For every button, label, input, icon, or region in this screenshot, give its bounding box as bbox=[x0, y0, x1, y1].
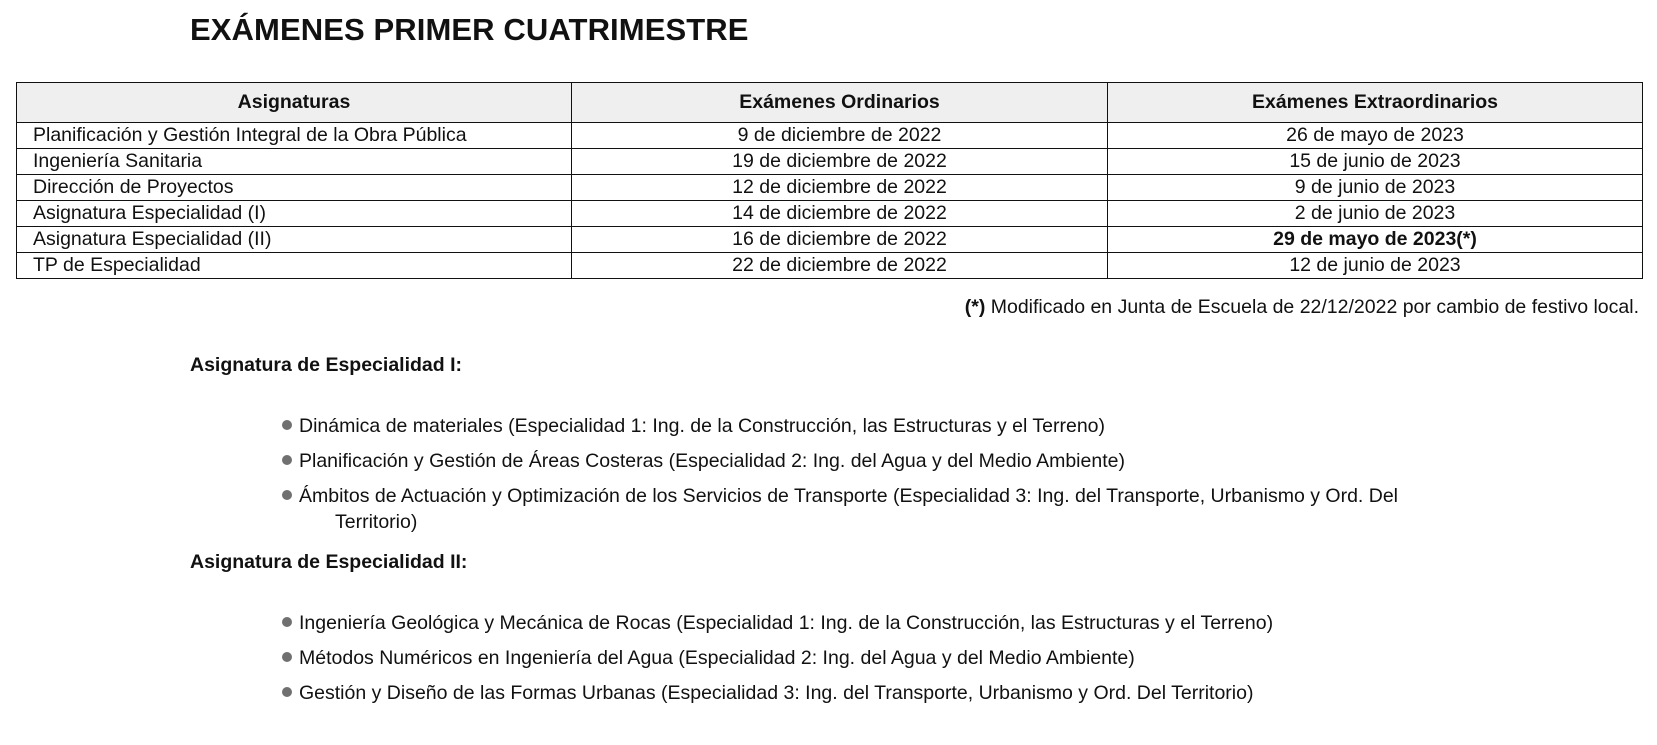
list-item: Ámbitos de Actuación y Optimización de los Servicios de Transporte (Especialidad 3: Ing. del Transporte, Urbanismo y Ord. Del Territorio) bbox=[282, 483, 1502, 535]
ordinary-date-cell: 16 de diciembre de 2022 bbox=[572, 227, 1108, 253]
table-row bbox=[17, 123, 1643, 149]
especialidad-2-list bbox=[282, 610, 1502, 715]
subject-cell: Planificación y Gestión Integral de la Obra Pública bbox=[17, 123, 572, 149]
list-item: Gestión y Diseño de las Formas Urbanas (Especialidad 3: Ing. del Transporte, Urbanismo y Ord. Del Territorio) bbox=[282, 680, 1502, 706]
extraordinary-date-cell-modified: 29 de mayo de 2023(*) bbox=[1108, 227, 1643, 253]
bullet-icon bbox=[282, 687, 292, 697]
extraordinary-date-cell: 12 de junio de 2023 bbox=[1108, 253, 1643, 279]
bullet-icon bbox=[282, 490, 292, 500]
list-item: Dinámica de materiales (Especialidad 1: Ing. de la Construcción, las Estructuras y el Terreno) bbox=[282, 413, 1502, 439]
extraordinary-date-cell: 15 de junio de 2023 bbox=[1108, 149, 1643, 175]
column-header-subjects: Asignaturas bbox=[17, 83, 572, 123]
ordinary-date-cell: 14 de diciembre de 2022 bbox=[572, 201, 1108, 227]
table-row bbox=[17, 201, 1643, 227]
table-row bbox=[17, 149, 1643, 175]
table-row bbox=[17, 227, 1643, 253]
list-item: Métodos Numéricos en Ingeniería del Agua (Especialidad 2: Ing. del Agua y del Medio Ambiente) bbox=[282, 645, 1502, 671]
extraordinary-date-cell: 2 de junio de 2023 bbox=[1108, 201, 1643, 227]
table-row bbox=[17, 175, 1643, 201]
section-title-especialidad-2: Asignatura de Especialidad II: bbox=[190, 551, 468, 573]
footnote-marker: (*) bbox=[964, 296, 986, 318]
table-row bbox=[17, 253, 1643, 279]
extraordinary-date-cell: 9 de junio de 2023 bbox=[1108, 175, 1643, 201]
column-header-extraordinary: Exámenes Extraordinarios bbox=[1108, 83, 1643, 123]
ordinary-date-cell: 19 de diciembre de 2022 bbox=[572, 149, 1108, 175]
list-item-continuation: Territorio) bbox=[335, 511, 418, 533]
ordinary-date-cell: 9 de diciembre de 2022 bbox=[572, 123, 1108, 149]
subject-cell: TP de Especialidad bbox=[17, 253, 572, 279]
page-title: EXÁMENES PRIMER CUATRIMESTRE bbox=[190, 12, 749, 47]
bullet-icon bbox=[282, 652, 292, 662]
bullet-icon bbox=[282, 420, 292, 430]
subject-cell: Asignatura Especialidad (II) bbox=[17, 227, 572, 253]
especialidad-1-list bbox=[282, 413, 1502, 544]
subject-cell: Ingeniería Sanitaria bbox=[17, 149, 572, 175]
footnote bbox=[965, 296, 1639, 319]
exam-table bbox=[16, 82, 1643, 279]
section-title-especialidad-1: Asignatura de Especialidad I: bbox=[190, 354, 462, 376]
table-header-row bbox=[17, 83, 1643, 123]
extraordinary-date-cell: 26 de mayo de 2023 bbox=[1108, 123, 1643, 149]
footnote-text: Modificado en Junta de Escuela de 22/12/2022 por cambio de festivo local. bbox=[985, 296, 1639, 318]
ordinary-date-cell: 12 de diciembre de 2022 bbox=[572, 175, 1108, 201]
column-header-ordinary: Exámenes Ordinarios bbox=[572, 83, 1108, 123]
subject-cell: Asignatura Especialidad (I) bbox=[17, 201, 572, 227]
list-item: Planificación y Gestión de Áreas Costeras (Especialidad 2: Ing. del Agua y del Medio Ambiente) bbox=[282, 448, 1502, 474]
ordinary-date-cell: 22 de diciembre de 2022 bbox=[572, 253, 1108, 279]
list-item: Ingeniería Geológica y Mecánica de Rocas (Especialidad 1: Ing. de la Construcción, las Estructuras y el Terreno) bbox=[282, 610, 1502, 636]
subject-cell: Dirección de Proyectos bbox=[17, 175, 572, 201]
bullet-icon bbox=[282, 455, 292, 465]
bullet-icon bbox=[282, 617, 292, 627]
